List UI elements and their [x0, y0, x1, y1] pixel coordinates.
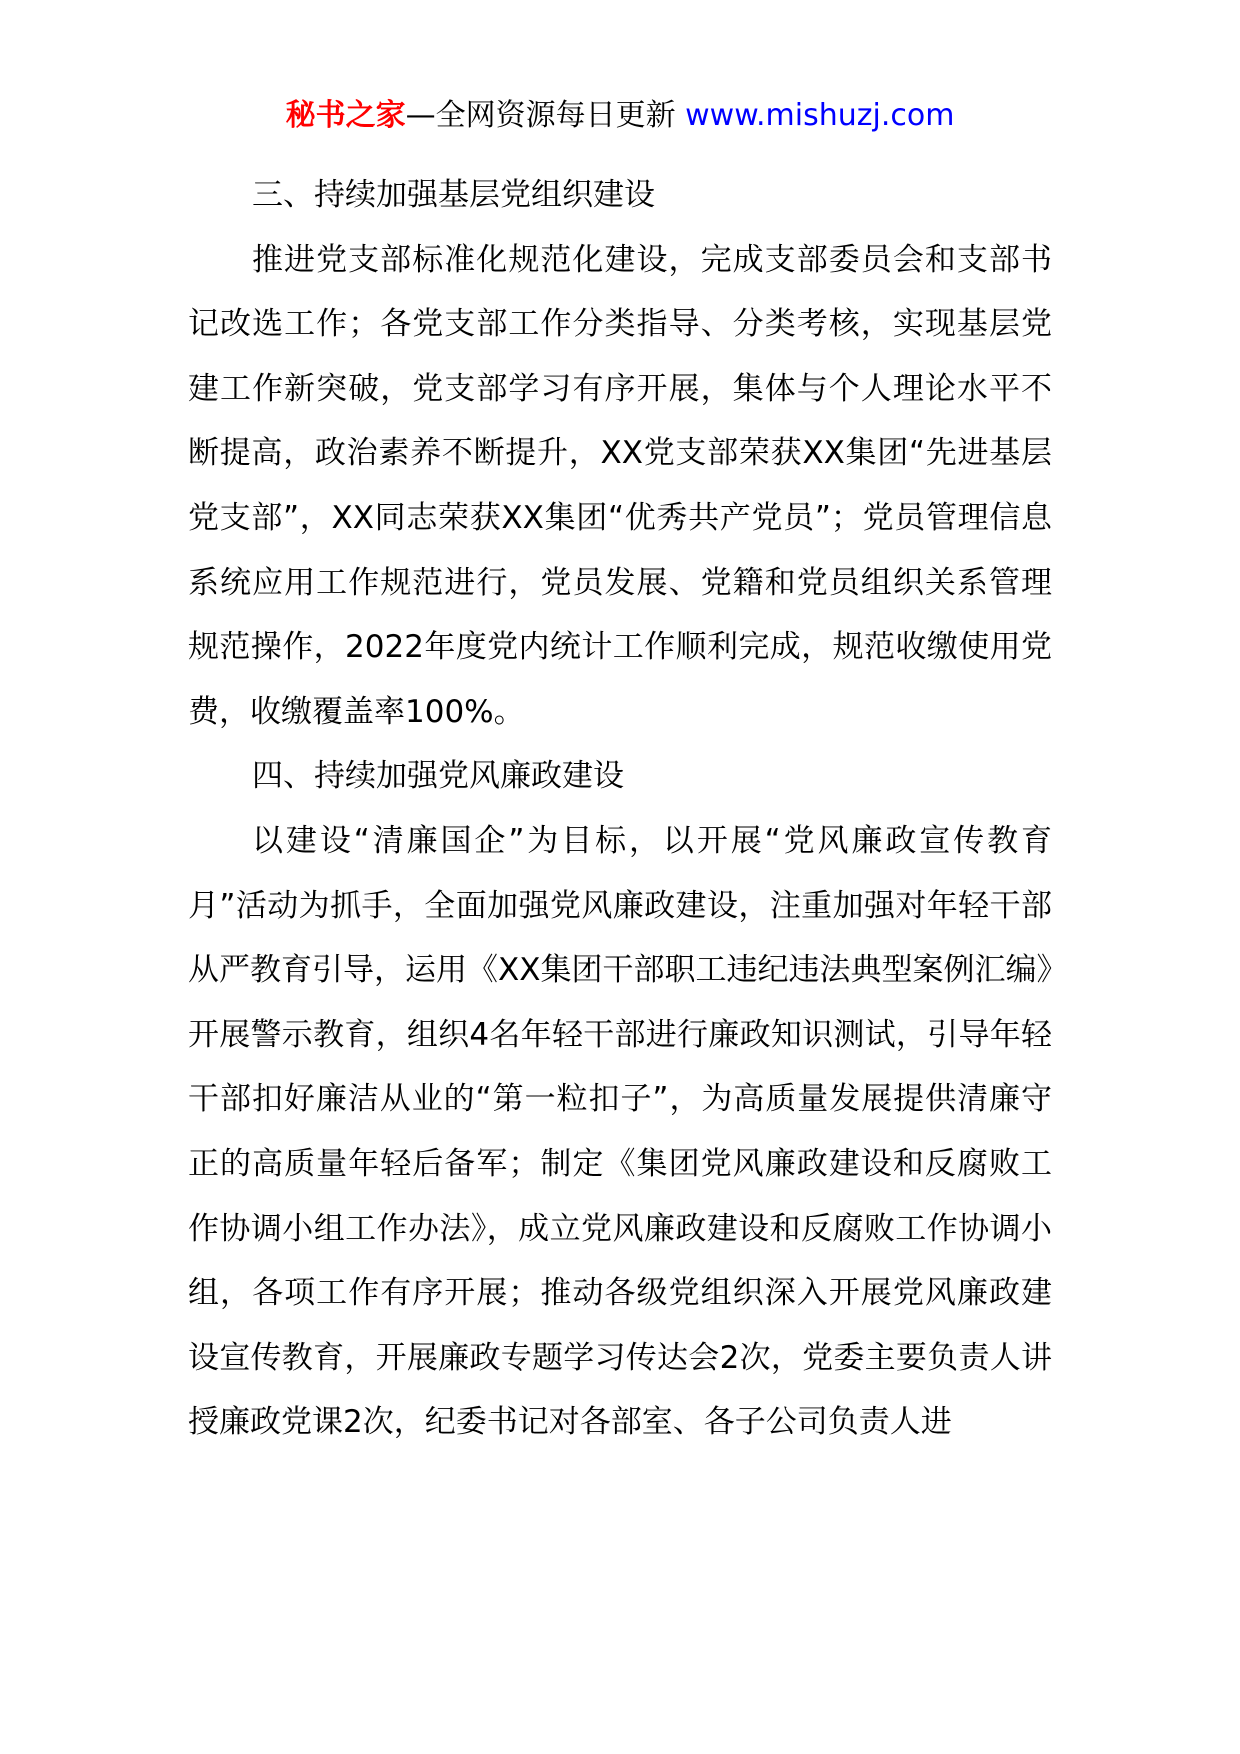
- section-4-paragraph: 以建设“清廉国企”为目标，以开展“党风廉政宣传教育月”活动为抓手，全面加强党风廉政建设，注重加强对年轻干部从严教育引导，运用《XX集团干部职工违纪违法典型案例汇编》开展警示教育，组织4名年轻干部进行廉政知识测试，引导年轻干部扣好廉洁从业的“第一粒扣子”，为高质量发展提供清廉守正的高质量年轻后备军；制定《集团党风廉政建设和反腐败工作协调小组工作办法》，成立党风廉政建设和反腐败工作协调小组，各项工作有序开展；推动各级党组织深入开展党风廉政建设宣传教育，开展廉政专题学习传达会2次，党委主要负责人讲授廉政党课2次，纪委书记对各部室、各子公司负责人进: [188, 822, 1052, 1441]
- brand-name: 秘书之家: [285, 98, 406, 133]
- banner-tagline: —全网资源每日更新: [405, 98, 676, 133]
- site-url-link[interactable]: www.mishuzj.com: [685, 98, 955, 133]
- document-body: [188, 163, 1052, 1455]
- section-4-heading: 四、持续加强党风廉政建设: [252, 758, 624, 795]
- section-3-paragraph: 推进党支部标准化规范化建设，完成支部委员会和支部书记改选工作；各党支部工作分类指导、分类考核，实现基层党建工作新突破，党支部学习有序开展，集体与个人理论水平不断提高，政治素养不断提升，XX党支部荣获XX集团“先进基层党支部”，XX同志荣获XX集团“优秀共产党员”；党员管理信息系统应用工作规范进行，党员发展、党籍和党员组织关系管理规范操作，2022年度党内统计工作顺利完成，规范收缴使用党费，收缴覆盖率100%。: [188, 241, 1052, 730]
- site-banner: [0, 96, 1240, 136]
- section-3-heading: 三、持续加强基层党组织建设: [252, 177, 655, 213]
